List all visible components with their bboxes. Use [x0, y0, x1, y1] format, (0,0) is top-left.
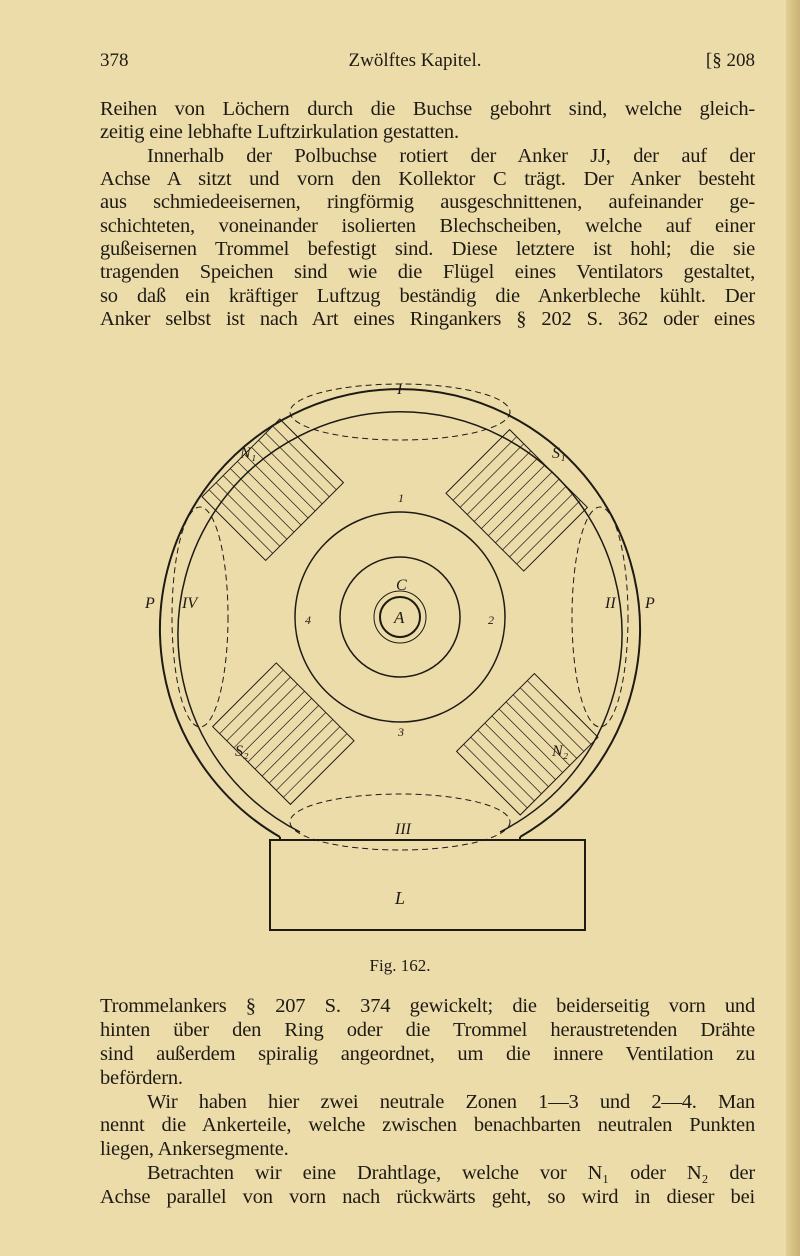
- text-line: liegen, Ankersegmente.: [100, 1138, 289, 1160]
- label-3: 3: [398, 725, 404, 739]
- label-1: 1: [398, 491, 404, 505]
- text-line: schichteten, voneinander isolierten Blechscheiben, welche auf einer: [100, 215, 755, 237]
- text-line: Achse parallel von vorn nach rückwärts geht, so wird in dieser bei: [100, 1186, 755, 1208]
- label-S2: S₂: [235, 743, 249, 760]
- text-line: aus schmiedeeisernen, ringförmig ausgeschnittenen, aufeinander ge-: [100, 191, 755, 213]
- label-N2: N₂: [552, 743, 569, 760]
- armature-diagram: [130, 362, 670, 942]
- label-L: L: [395, 888, 406, 908]
- label-I: I: [397, 381, 403, 398]
- label-P-left: P: [145, 595, 155, 612]
- base-L: [270, 840, 585, 930]
- label-C: C: [396, 577, 407, 594]
- text-line: Betrachten wir eine Drahtlage, welche vor N₁ oder N₂ der: [147, 1162, 755, 1184]
- label-II: II: [605, 595, 616, 612]
- page-number: 378: [100, 50, 129, 71]
- text-line: Anker selbst ist nach Art eines Ringankers § 202 S. 362 oder eines: [100, 308, 755, 330]
- text-line: so daß ein kräftiger Luftzug beständig die Ankerbleche kühlt. Der: [100, 285, 755, 307]
- figure-caption: Fig. 162.: [369, 956, 431, 975]
- label-4: 4: [305, 613, 311, 627]
- text-line: hinten über den Ring oder die Trommel heraustretenden Drähte: [100, 1019, 755, 1041]
- text-line: tragenden Speichen sind wie die Flügel eines Ventilators gestaltet,: [100, 261, 755, 283]
- text-line: Achse A sitzt und vorn den Kollektor C trägt. Der Anker besteht: [100, 168, 755, 190]
- text-line: Innerhalb der Polbuchse rotiert der Anker JJ, der auf der: [147, 145, 755, 167]
- running-head: Zwölftes Kapitel.: [348, 50, 482, 71]
- label-III: III: [395, 821, 411, 838]
- text-line: Reihen von Löchern durch die Buchse gebohrt sind, welche gleich-: [100, 98, 755, 120]
- text-line: Trommelankers § 207 S. 374 gewickelt; die beiderseitig vorn und: [100, 995, 755, 1017]
- page-edge: [786, 0, 800, 1256]
- label-S1: S₁: [552, 445, 566, 462]
- text-line: nennt die Ankerteile, welche zwischen benachbarten neutralen Punkten: [100, 1114, 755, 1136]
- label-N1: N₁: [240, 445, 257, 462]
- text-line: zeitig eine lebhafte Luftzirkulation gestatten.: [100, 121, 459, 143]
- section-ref: [§ 208: [705, 50, 755, 71]
- label-P-right: P: [645, 595, 655, 612]
- text-line: befördern.: [100, 1067, 183, 1089]
- text-line: gußeisernen Trommel befestigt sind. Diese letztere ist hohl; die sie: [100, 238, 755, 260]
- label-2: 2: [488, 613, 494, 627]
- text-line: sind außerdem spiralig angeordnet, um die innere Ventilation zu: [100, 1043, 755, 1065]
- label-IV: IV: [182, 595, 198, 612]
- text-line: Wir haben hier zwei neutrale Zonen 1—3 und 2—4. Man: [147, 1091, 755, 1113]
- label-A: A: [394, 608, 405, 627]
